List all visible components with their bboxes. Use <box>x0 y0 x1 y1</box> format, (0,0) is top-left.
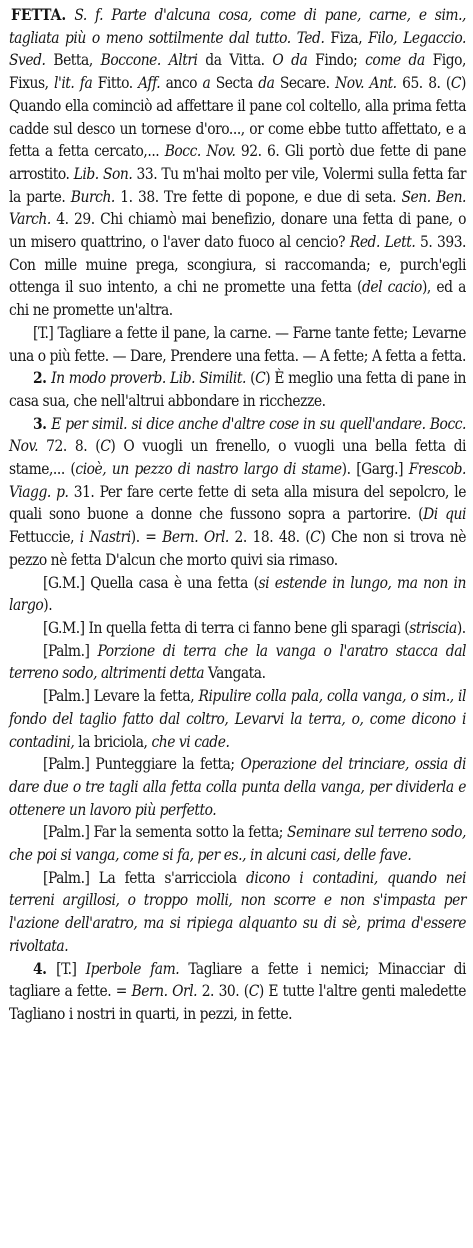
text-run: 2. 30. ( <box>197 982 249 1001</box>
text-run: del cacio <box>361 278 422 297</box>
sense-4-hyperbole <box>9 958 466 1026</box>
text-run: Bocc. Nov. <box>164 142 236 161</box>
text-run: Boccone. Altri <box>100 51 198 70</box>
text-run: [Palm.] Far la sementa sotto la fetta; <box>43 823 288 842</box>
text-run: E per simil. si dice anche d'altre cose in su quell'andare. Bocc. Nov. <box>9 414 467 456</box>
text-run: striscia <box>409 618 457 637</box>
sense-3-note-gm-land <box>9 617 466 640</box>
text-run: Lib. Son. <box>73 164 133 183</box>
text-run: la briciola, <box>74 732 152 751</box>
sense-3-note-palm-sementa <box>9 821 466 866</box>
text-run: C <box>248 982 259 1001</box>
text-run: ) Che non si trova nè pezzo nè fetta D'alcun che morto quivi sia rimaso. <box>9 528 466 569</box>
sense-3-note-palm-arricciola <box>9 867 466 958</box>
text-run: 4. <box>33 959 57 978</box>
text-run: Bern. Orl. <box>131 982 198 1001</box>
text-run: dicono i contadini, quando nei terreni argillosi, o troppo molli, non scorre e non s'impasta per l'azione dell'aratro, ma si ripiega alquanto su di sè, prima d'essere rivoltata. <box>9 868 466 955</box>
text-run: [G.M.] In quella fetta di terra ci fanno bene gli sparagi ( <box>43 618 410 637</box>
text-run: ) Quando ella cominciò ad affettare il pane col coltello, alla prima fetta cadde sul desco un tornese d'oro..., or come ebbe tutto affettato, e a fetta a fetta cercato,... <box>9 74 467 161</box>
text-run: Iperbole fam. <box>85 959 180 978</box>
text-run: Bern. Orl. <box>162 528 229 547</box>
text-run: i Nastri <box>79 528 131 547</box>
text-run: 1. 38. Tre fette di popone, e due di seta. <box>114 187 402 206</box>
text-run: Secare. <box>274 74 336 93</box>
text-run: Vangata. <box>204 664 266 683</box>
text-run: Burch. <box>70 187 115 206</box>
text-run: che vi cade. <box>151 732 230 751</box>
text-run: Fiza, <box>324 28 369 47</box>
text-run: [G.M.] Quella casa è una fetta ( <box>43 573 259 592</box>
sense-3-similitude <box>9 413 466 572</box>
text-run: ), ed a chi ne promette un'altra. <box>9 278 466 320</box>
text-run: Tagliare a fette i nemici; Minacciar di tagliare a fette. = <box>9 959 467 1001</box>
text-run: Sen. Ben. Varch. <box>9 187 466 229</box>
text-run: ) O vuogli un frenello, o vuogli una bella fetta di stame,... ( <box>9 437 466 479</box>
entry-note-tommaseo <box>9 322 466 367</box>
entry-definition-body <box>9 6 466 319</box>
text-run: [Palm.] <box>43 641 98 660</box>
text-run: 72. 8. ( <box>38 437 101 456</box>
text-run: ). <box>43 596 53 615</box>
text-run: Filo, Legaccio. Sved. <box>9 28 466 70</box>
text-run: C <box>450 74 462 93</box>
text-run: ). = <box>130 528 163 547</box>
text-run: Frescob. Viagg. p. <box>9 460 466 501</box>
text-run: C <box>310 528 321 547</box>
text-run: 65. 8. ( <box>396 74 451 93</box>
text-run: Seminare sul terreno sodo, che poi si vanga, come si fa, per es., in alcuni casi, delle fave. <box>9 823 466 865</box>
text-run: 31. Per fare certe fette di seta alla misura del sepolcro, le quali sono buone a donne che fussono sopra a partorire. ( <box>9 482 466 524</box>
text-run: 2. 18. 48. ( <box>228 528 311 547</box>
text-run: l'it. fa <box>54 74 93 93</box>
text-run: Secta <box>210 74 259 93</box>
text-run: da Vitta. <box>197 51 273 70</box>
text-run: In modo proverb. Lib. Similit. <box>51 369 246 388</box>
sense-3-note-palm-levare <box>9 685 466 753</box>
text-run: ). [Garg.] <box>341 460 409 479</box>
text-run: Figo, Fixus, <box>9 51 466 93</box>
text-run: Fitto. <box>92 74 139 93</box>
text-run: anco <box>160 74 203 93</box>
text-run: [T.] Tagliare a fette il pane, la carne. — Farne tante fette; Levarne una o più fette. — Dare, Prendere una fetta. — A fette; A fetta a fetta. <box>9 323 466 365</box>
text-run: ) È meglio una fetta di pane in casa sua, che nell'altrui abbondare in ricchezze. <box>9 369 466 410</box>
sense-3-note-palm-punteggiare <box>9 753 466 821</box>
text-run: C <box>100 437 111 456</box>
headword: FETTA. <box>11 6 67 24</box>
text-run: 5. 393. Con mille muine prega, scongiura, si raccomanda; e, purch'egli ottenga il suo intento, a chi ne promette una fetta ( <box>9 233 466 297</box>
text-run: ). <box>456 618 466 637</box>
sense-3-note-gm-house <box>9 572 466 617</box>
text-run: 33. Tu m'hai molto per vile, Volermi sulla fetta far la parte. <box>9 164 466 206</box>
text-run: Nov. Ant. <box>335 74 397 93</box>
text-run: si estende in lungo, ma non in largo <box>9 573 467 615</box>
text-run: Aff. <box>138 74 161 93</box>
text-run: ( <box>245 369 256 388</box>
text-run: 3. <box>33 414 52 433</box>
text-run: come da <box>365 51 425 70</box>
text-run: da <box>258 74 275 93</box>
text-run: [Palm.] Levare la fetta, <box>43 687 199 706</box>
text-run: Ripulire colla pala, colla vanga, o sim., il fondo del taglio fatto dal coltro, Levarvi la terra, o, come dicono i contadini, <box>9 687 466 751</box>
text-run: Operazione del trinciare, ossia di dare due o tre tagli alla fetta colla punta della vanga, per dividerla e ottenere un lavoro più perfetto. <box>9 755 466 819</box>
text-run: Red. Lett. <box>349 233 416 252</box>
text-run: a <box>202 74 211 93</box>
text-run: [T.] <box>56 959 86 978</box>
text-run: Fettuccie, <box>9 528 80 547</box>
text-run: cioè, un pezzo di nastro largo di stame <box>75 460 342 479</box>
text-run: 2. <box>33 369 52 388</box>
sense-2-proverbial <box>9 367 466 412</box>
text-run: [Palm.] La fetta s'arricciola <box>43 868 246 887</box>
text-run: 4. 29. Chi chiamò mai benefizio, donare una fetta di pane, o un misero quattrino, o l'aver dato fuoco al cencio? <box>9 210 466 252</box>
text-run: 92. 6. Gli portò due fette di pane arrostito. <box>9 142 467 183</box>
text-run: Di qui <box>423 505 466 524</box>
text-run: ) E tutte l'altre genti maledette Tagliano i nostri in quarti, in pezzi, in fette. <box>9 982 467 1023</box>
text-run: Betta, <box>45 51 101 70</box>
entry-main-paragraph <box>9 4 466 322</box>
text-run: Findo; <box>307 51 366 70</box>
sense-3-note-palm-portion <box>9 640 466 685</box>
text-run: [Palm.] Punteggiare la fetta; <box>43 755 241 774</box>
text-run: Porzione di terra che la vanga o l'aratro stacca dal terreno sodo, altrimenti detta <box>9 641 466 683</box>
text-run: O da <box>272 51 308 70</box>
text-run: S. f. Parte d'alcuna cosa, come di pane, carne, e sim., tagliata più o meno sottilmente dal tutto. Ted. <box>9 6 466 47</box>
text-run: C <box>255 369 266 388</box>
